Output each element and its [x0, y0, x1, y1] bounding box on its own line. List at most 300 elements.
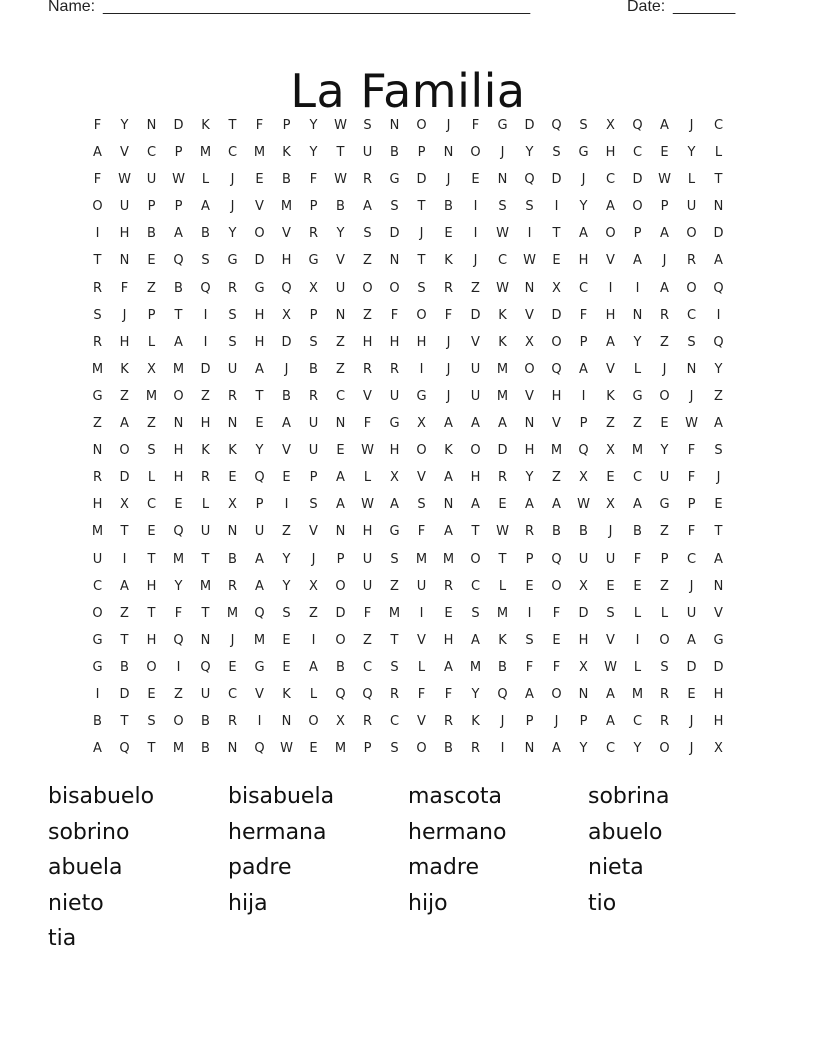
grid-letter[interactable]: J: [230, 199, 235, 215]
grid-letter[interactable]: F: [390, 307, 399, 323]
grid-letter[interactable]: T: [714, 172, 723, 188]
grid-letter[interactable]: P: [579, 714, 588, 730]
grid-letter[interactable]: A: [120, 578, 129, 594]
grid-letter[interactable]: E: [444, 605, 453, 621]
grid-letter[interactable]: Z: [363, 307, 372, 323]
grid-letter[interactable]: E: [174, 497, 183, 513]
grid-letter[interactable]: N: [335, 416, 346, 432]
grid-letter[interactable]: I: [554, 199, 559, 215]
grid-letter[interactable]: X: [552, 280, 561, 296]
grid-letter[interactable]: U: [335, 280, 346, 296]
grid-letter[interactable]: B: [282, 388, 291, 404]
grid-letter[interactable]: I: [635, 280, 640, 296]
grid-letter[interactable]: P: [309, 470, 318, 486]
grid-letter[interactable]: A: [552, 741, 561, 757]
grid-letter[interactable]: F: [579, 307, 588, 323]
grid-letter[interactable]: C: [632, 470, 643, 486]
grid-letter[interactable]: L: [633, 361, 642, 377]
grid-letter[interactable]: F: [309, 172, 318, 188]
grid-letter[interactable]: T: [147, 605, 156, 621]
grid-letter[interactable]: Y: [633, 334, 642, 350]
grid-letter[interactable]: D: [389, 226, 400, 242]
grid-letter[interactable]: M: [388, 605, 401, 621]
grid-letter[interactable]: G: [227, 253, 238, 269]
grid-letter[interactable]: V: [525, 388, 534, 404]
grid-letter[interactable]: B: [336, 199, 345, 215]
grid-letter[interactable]: C: [713, 118, 724, 133]
grid-letter[interactable]: A: [714, 416, 723, 432]
grid-letter[interactable]: N: [146, 118, 157, 133]
grid-letter[interactable]: A: [363, 199, 372, 215]
grid-letter[interactable]: T: [471, 524, 480, 540]
grid-letter[interactable]: T: [714, 524, 723, 540]
grid-letter[interactable]: K: [228, 443, 237, 459]
grid-letter[interactable]: A: [471, 632, 480, 648]
grid-letter[interactable]: W: [658, 172, 671, 188]
grid-letter[interactable]: O: [686, 280, 697, 296]
grid-letter[interactable]: F: [363, 605, 372, 621]
grid-letter[interactable]: K: [282, 686, 291, 702]
grid-letter[interactable]: X: [525, 334, 534, 350]
grid-letter[interactable]: Q: [713, 334, 724, 350]
grid-letter[interactable]: I: [284, 497, 289, 513]
grid-letter[interactable]: J: [689, 578, 694, 594]
grid-letter[interactable]: Z: [174, 686, 183, 702]
grid-letter[interactable]: W: [577, 497, 590, 513]
grid-letter[interactable]: Z: [309, 605, 318, 621]
grid-letter[interactable]: O: [416, 741, 427, 757]
grid-letter[interactable]: R: [92, 334, 103, 350]
grid-letter[interactable]: Q: [551, 361, 562, 377]
grid-letter[interactable]: D: [119, 470, 130, 486]
grid-letter[interactable]: N: [686, 361, 697, 377]
grid-letter[interactable]: E: [255, 416, 264, 432]
grid-letter[interactable]: Y: [255, 443, 264, 459]
grid-letter[interactable]: Q: [173, 524, 184, 540]
grid-letter[interactable]: T: [417, 199, 426, 215]
grid-letter[interactable]: W: [334, 118, 347, 133]
grid-letter[interactable]: F: [444, 307, 453, 323]
grid-letter[interactable]: Z: [660, 578, 669, 594]
grid-letter[interactable]: Z: [93, 416, 102, 432]
grid-letter[interactable]: J: [446, 172, 451, 188]
grid-letter[interactable]: B: [633, 524, 642, 540]
grid-letter[interactable]: M: [91, 524, 104, 540]
grid-letter[interactable]: D: [578, 605, 589, 621]
grid-letter[interactable]: M: [415, 551, 428, 567]
grid-letter[interactable]: U: [362, 551, 373, 567]
grid-letter[interactable]: C: [227, 145, 238, 161]
grid-letter[interactable]: O: [254, 226, 265, 242]
grid-letter[interactable]: F: [687, 443, 696, 459]
grid-letter[interactable]: R: [659, 307, 670, 323]
grid-letter[interactable]: Q: [578, 443, 589, 459]
grid-letter[interactable]: L: [714, 145, 723, 161]
grid-letter[interactable]: J: [446, 118, 451, 133]
grid-letter[interactable]: A: [174, 226, 183, 242]
grid-letter[interactable]: U: [470, 388, 481, 404]
grid-letter[interactable]: S: [525, 199, 534, 215]
grid-letter[interactable]: I: [122, 551, 127, 567]
grid-letter[interactable]: D: [416, 172, 427, 188]
grid-letter[interactable]: U: [605, 551, 616, 567]
grid-letter[interactable]: A: [282, 416, 291, 432]
grid-letter[interactable]: H: [254, 334, 265, 350]
grid-letter[interactable]: O: [416, 118, 427, 133]
grid-letter[interactable]: S: [579, 118, 588, 133]
grid-letter[interactable]: U: [686, 605, 697, 621]
grid-letter[interactable]: A: [525, 686, 534, 702]
grid-letter[interactable]: S: [201, 253, 210, 269]
grid-letter[interactable]: V: [606, 253, 615, 269]
grid-letter[interactable]: K: [498, 307, 507, 323]
grid-letter[interactable]: D: [551, 172, 562, 188]
grid-letter[interactable]: L: [633, 605, 642, 621]
grid-letter[interactable]: W: [685, 416, 698, 432]
grid-letter[interactable]: A: [579, 361, 588, 377]
grid-letter[interactable]: P: [525, 714, 534, 730]
grid-letter[interactable]: F: [471, 118, 480, 133]
grid-letter[interactable]: S: [417, 497, 426, 513]
grid-letter[interactable]: S: [147, 443, 156, 459]
grid-letter[interactable]: M: [172, 741, 185, 757]
grid-letter[interactable]: Y: [525, 470, 534, 486]
grid-letter[interactable]: Y: [309, 118, 318, 133]
grid-letter[interactable]: G: [713, 632, 724, 648]
grid-letter[interactable]: Z: [390, 578, 399, 594]
grid-letter[interactable]: X: [336, 714, 345, 730]
grid-letter[interactable]: E: [606, 578, 615, 594]
grid-letter[interactable]: Q: [551, 551, 562, 567]
grid-letter[interactable]: R: [389, 686, 400, 702]
grid-letter[interactable]: R: [443, 578, 454, 594]
grid-letter[interactable]: L: [309, 686, 318, 702]
grid-letter[interactable]: C: [578, 280, 589, 296]
grid-letter[interactable]: F: [363, 416, 372, 432]
grid-letter[interactable]: S: [363, 226, 372, 242]
grid-letter[interactable]: V: [255, 199, 264, 215]
grid-letter[interactable]: S: [147, 714, 156, 730]
grid-letter[interactable]: N: [497, 172, 508, 188]
grid-letter[interactable]: J: [689, 388, 694, 404]
grid-letter[interactable]: E: [660, 416, 669, 432]
grid-letter[interactable]: G: [92, 388, 103, 404]
grid-letter[interactable]: G: [308, 253, 319, 269]
grid-letter[interactable]: J: [473, 253, 478, 269]
grid-letter[interactable]: Y: [633, 741, 642, 757]
grid-letter[interactable]: E: [660, 145, 669, 161]
grid-letter[interactable]: G: [92, 659, 103, 675]
grid-letter[interactable]: R: [362, 361, 373, 377]
grid-letter[interactable]: A: [120, 416, 129, 432]
grid-letter[interactable]: R: [659, 686, 670, 702]
grid-letter[interactable]: Q: [200, 280, 211, 296]
grid-letter[interactable]: X: [120, 497, 129, 513]
grid-letter[interactable]: N: [443, 497, 454, 513]
grid-letter[interactable]: W: [361, 443, 374, 459]
grid-letter[interactable]: A: [93, 145, 102, 161]
grid-letter[interactable]: Y: [579, 741, 588, 757]
grid-letter[interactable]: N: [335, 524, 346, 540]
grid-letter[interactable]: M: [91, 361, 104, 377]
grid-letter[interactable]: X: [579, 659, 588, 675]
grid-letter[interactable]: K: [498, 632, 507, 648]
grid-letter[interactable]: X: [579, 470, 588, 486]
grid-letter[interactable]: I: [473, 199, 478, 215]
grid-letter[interactable]: T: [201, 551, 210, 567]
grid-letter[interactable]: A: [714, 253, 723, 269]
grid-letter[interactable]: Y: [471, 686, 480, 702]
grid-letter[interactable]: K: [120, 361, 129, 377]
grid-letter[interactable]: D: [281, 334, 292, 350]
grid-letter[interactable]: N: [578, 686, 589, 702]
grid-letter[interactable]: E: [282, 470, 291, 486]
grid-letter[interactable]: L: [417, 659, 426, 675]
grid-letter[interactable]: S: [687, 334, 696, 350]
grid-letter[interactable]: Y: [282, 551, 291, 567]
grid-letter[interactable]: O: [416, 307, 427, 323]
grid-letter[interactable]: A: [606, 334, 615, 350]
grid-letter[interactable]: U: [578, 551, 589, 567]
grid-letter[interactable]: M: [631, 443, 644, 459]
grid-letter[interactable]: R: [443, 280, 454, 296]
grid-letter[interactable]: N: [524, 741, 535, 757]
grid-letter[interactable]: W: [334, 172, 347, 188]
grid-letter[interactable]: U: [119, 199, 130, 215]
grid-letter[interactable]: M: [145, 388, 158, 404]
grid-letter[interactable]: D: [119, 686, 130, 702]
grid-letter[interactable]: C: [146, 497, 157, 513]
grid-letter[interactable]: H: [92, 497, 103, 513]
grid-letter[interactable]: X: [606, 443, 615, 459]
grid-letter[interactable]: O: [416, 443, 427, 459]
grid-letter[interactable]: S: [93, 307, 102, 323]
grid-letter[interactable]: F: [687, 524, 696, 540]
grid-letter[interactable]: I: [500, 741, 505, 757]
grid-letter[interactable]: H: [605, 145, 616, 161]
grid-letter[interactable]: K: [444, 253, 453, 269]
grid-letter[interactable]: O: [659, 388, 670, 404]
grid-letter[interactable]: Z: [714, 388, 723, 404]
grid-letter[interactable]: Q: [173, 632, 184, 648]
grid-letter[interactable]: G: [578, 145, 589, 161]
grid-letter[interactable]: T: [552, 226, 561, 242]
grid-letter[interactable]: K: [498, 334, 507, 350]
grid-letter[interactable]: A: [714, 551, 723, 567]
grid-letter[interactable]: M: [496, 361, 509, 377]
grid-letter[interactable]: V: [336, 253, 345, 269]
grid-letter[interactable]: A: [471, 416, 480, 432]
grid-letter[interactable]: O: [632, 199, 643, 215]
grid-letter[interactable]: S: [228, 334, 237, 350]
grid-letter[interactable]: E: [552, 632, 561, 648]
grid-letter[interactable]: Q: [254, 741, 265, 757]
grid-letter[interactable]: J: [716, 470, 721, 486]
grid-letter[interactable]: F: [552, 659, 561, 675]
grid-letter[interactable]: Z: [147, 280, 156, 296]
grid-letter[interactable]: M: [631, 686, 644, 702]
grid-letter[interactable]: R: [497, 470, 508, 486]
grid-letter[interactable]: U: [146, 172, 157, 188]
grid-letter[interactable]: R: [227, 578, 238, 594]
grid-letter[interactable]: P: [579, 334, 588, 350]
grid-letter[interactable]: I: [176, 659, 181, 675]
grid-letter[interactable]: S: [417, 280, 426, 296]
grid-letter[interactable]: B: [444, 199, 453, 215]
grid-letter[interactable]: B: [336, 659, 345, 675]
grid-letter[interactable]: Y: [174, 578, 183, 594]
grid-letter[interactable]: E: [498, 497, 507, 513]
grid-letter[interactable]: B: [201, 741, 210, 757]
grid-letter[interactable]: R: [308, 226, 319, 242]
grid-letter[interactable]: Y: [120, 118, 129, 133]
grid-letter[interactable]: A: [444, 659, 453, 675]
grid-letter[interactable]: Y: [228, 226, 237, 242]
grid-letter[interactable]: C: [686, 307, 697, 323]
grid-letter[interactable]: H: [551, 388, 562, 404]
grid-letter[interactable]: O: [686, 226, 697, 242]
grid-letter[interactable]: C: [92, 578, 103, 594]
grid-letter[interactable]: K: [201, 443, 210, 459]
grid-letter[interactable]: A: [606, 686, 615, 702]
grid-letter[interactable]: F: [687, 470, 696, 486]
grid-letter[interactable]: I: [203, 334, 208, 350]
grid-letter[interactable]: O: [308, 714, 319, 730]
grid-letter[interactable]: B: [147, 226, 156, 242]
grid-letter[interactable]: H: [173, 443, 184, 459]
grid-letter[interactable]: S: [363, 118, 372, 133]
grid-letter[interactable]: P: [660, 199, 669, 215]
grid-letter[interactable]: T: [336, 145, 345, 161]
grid-letter[interactable]: X: [309, 578, 318, 594]
grid-letter[interactable]: Z: [552, 470, 561, 486]
grid-letter[interactable]: V: [282, 443, 291, 459]
grid-letter[interactable]: M: [469, 659, 482, 675]
grid-letter[interactable]: V: [309, 524, 318, 540]
grid-letter[interactable]: J: [689, 741, 694, 757]
grid-letter[interactable]: L: [147, 470, 156, 486]
grid-letter[interactable]: E: [633, 578, 642, 594]
grid-letter[interactable]: I: [95, 686, 100, 702]
grid-letter[interactable]: P: [336, 551, 345, 567]
grid-letter[interactable]: J: [446, 388, 451, 404]
grid-letter[interactable]: O: [524, 361, 535, 377]
grid-letter[interactable]: G: [254, 280, 265, 296]
grid-letter[interactable]: P: [147, 307, 156, 323]
grid-letter[interactable]: M: [199, 578, 212, 594]
grid-letter[interactable]: J: [446, 334, 451, 350]
grid-letter[interactable]: P: [174, 145, 183, 161]
grid-letter[interactable]: Y: [282, 578, 291, 594]
grid-letter[interactable]: H: [713, 714, 724, 730]
grid-letter[interactable]: J: [689, 714, 694, 730]
grid-letter[interactable]: E: [309, 741, 318, 757]
grid-letter[interactable]: C: [605, 172, 616, 188]
grid-letter[interactable]: G: [659, 497, 670, 513]
grid-letter[interactable]: V: [714, 605, 723, 621]
grid-letter[interactable]: J: [608, 524, 613, 540]
grid-letter[interactable]: R: [227, 280, 238, 296]
grid-letter[interactable]: J: [446, 361, 451, 377]
grid-letter[interactable]: D: [470, 307, 481, 323]
grid-letter[interactable]: D: [335, 605, 346, 621]
grid-letter[interactable]: N: [713, 578, 724, 594]
grid-letter[interactable]: J: [581, 172, 586, 188]
grid-letter[interactable]: X: [606, 497, 615, 513]
grid-letter[interactable]: S: [309, 497, 318, 513]
grid-letter[interactable]: A: [606, 714, 615, 730]
grid-letter[interactable]: N: [389, 118, 400, 133]
grid-letter[interactable]: A: [444, 416, 453, 432]
grid-letter[interactable]: N: [335, 307, 346, 323]
grid-letter[interactable]: A: [660, 118, 669, 133]
grid-letter[interactable]: P: [147, 199, 156, 215]
grid-letter[interactable]: G: [632, 388, 643, 404]
grid-letter[interactable]: P: [417, 145, 426, 161]
grid-letter[interactable]: E: [147, 686, 156, 702]
grid-letter[interactable]: J: [554, 714, 559, 730]
grid-letter[interactable]: T: [228, 118, 237, 133]
grid-letter[interactable]: W: [496, 280, 509, 296]
grid-letter[interactable]: W: [118, 172, 131, 188]
grid-letter[interactable]: P: [174, 199, 183, 215]
grid-letter[interactable]: S: [606, 605, 615, 621]
grid-letter[interactable]: G: [254, 659, 265, 675]
grid-letter[interactable]: A: [660, 280, 669, 296]
grid-letter[interactable]: M: [496, 605, 509, 621]
grid-letter[interactable]: U: [92, 551, 103, 567]
grid-letter[interactable]: L: [201, 172, 210, 188]
name-field[interactable]: ________________________________________________: [103, 0, 531, 15]
grid-letter[interactable]: Z: [336, 361, 345, 377]
grid-letter[interactable]: I: [203, 307, 208, 323]
grid-letter[interactable]: C: [335, 388, 346, 404]
grid-letter[interactable]: Y: [660, 443, 669, 459]
grid-letter[interactable]: A: [633, 497, 642, 513]
grid-letter[interactable]: A: [255, 551, 264, 567]
grid-letter[interactable]: U: [416, 578, 427, 594]
grid-letter[interactable]: M: [253, 632, 266, 648]
grid-letter[interactable]: M: [334, 741, 347, 757]
grid-letter[interactable]: J: [122, 307, 127, 323]
grid-letter[interactable]: Q: [254, 605, 265, 621]
grid-letter[interactable]: P: [255, 497, 264, 513]
grid-letter[interactable]: L: [147, 334, 156, 350]
grid-letter[interactable]: Z: [120, 388, 129, 404]
grid-letter[interactable]: R: [227, 714, 238, 730]
grid-letter[interactable]: B: [390, 145, 399, 161]
grid-letter[interactable]: N: [173, 416, 184, 432]
grid-letter[interactable]: A: [498, 416, 507, 432]
grid-letter[interactable]: O: [389, 280, 400, 296]
grid-letter[interactable]: Z: [660, 334, 669, 350]
grid-letter[interactable]: T: [174, 307, 183, 323]
grid-letter[interactable]: Y: [687, 145, 696, 161]
grid-letter[interactable]: H: [605, 307, 616, 323]
grid-letter[interactable]: R: [362, 714, 373, 730]
grid-letter[interactable]: V: [417, 470, 426, 486]
grid-letter[interactable]: U: [227, 361, 238, 377]
grid-letter[interactable]: D: [686, 659, 697, 675]
grid-letter[interactable]: V: [606, 632, 615, 648]
grid-letter[interactable]: S: [390, 659, 399, 675]
grid-letter[interactable]: N: [632, 307, 643, 323]
grid-letter[interactable]: R: [227, 388, 238, 404]
grid-letter[interactable]: T: [417, 253, 426, 269]
grid-letter[interactable]: J: [284, 361, 289, 377]
grid-letter[interactable]: I: [473, 226, 478, 242]
grid-letter[interactable]: H: [389, 443, 400, 459]
